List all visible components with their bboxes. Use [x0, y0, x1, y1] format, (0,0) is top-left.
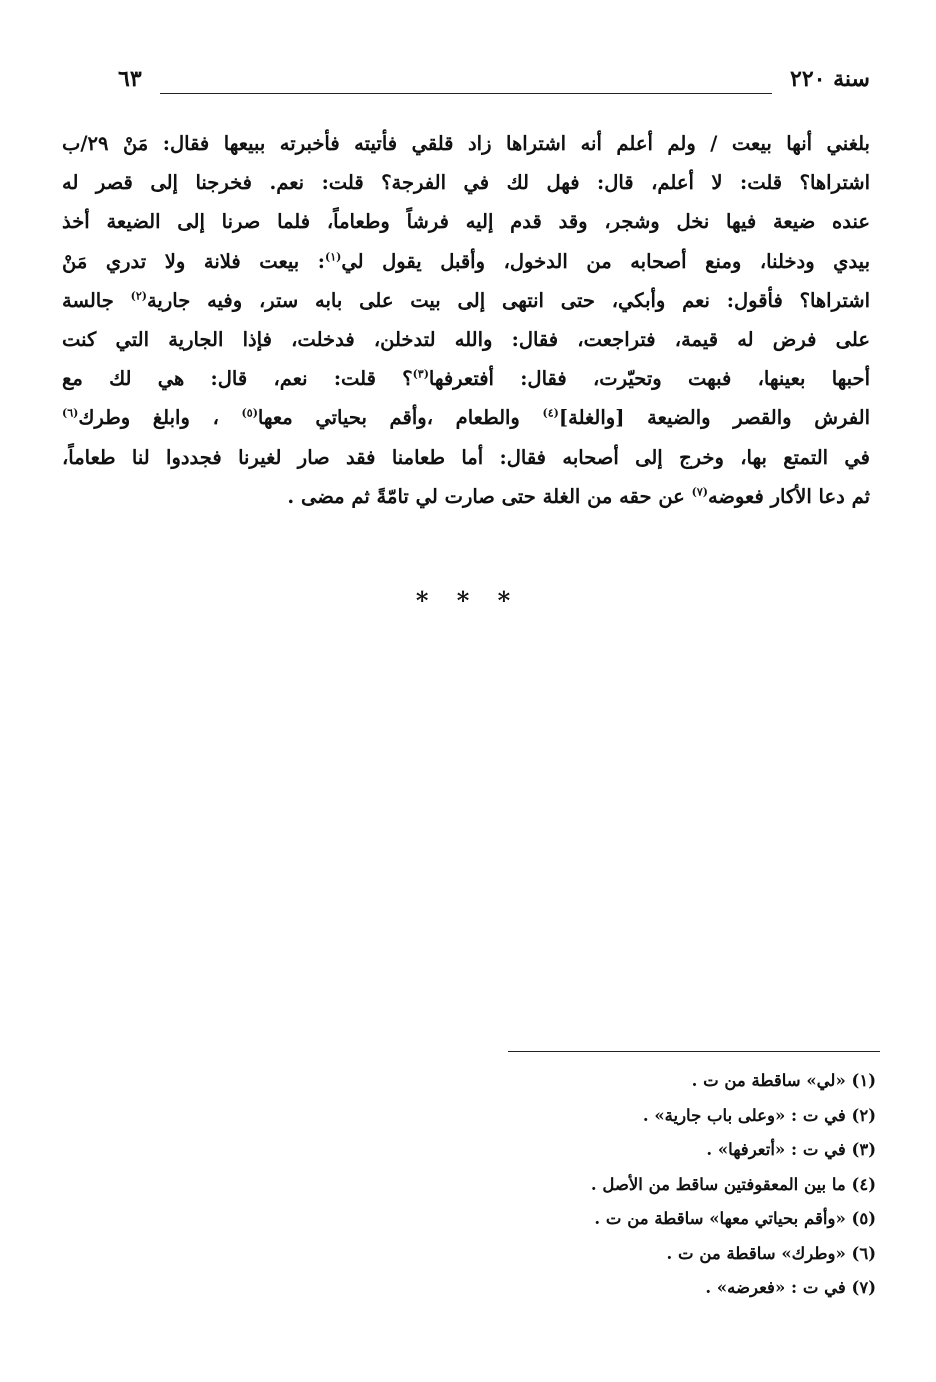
text-segment: ، وابلغ وطرك	[78, 406, 242, 430]
text-segment: والطعام ،وأقم بحياتي معها	[257, 406, 543, 430]
footnote-ref: (٣)	[412, 367, 429, 381]
footnote-ref: (٧)	[691, 485, 708, 499]
footnote-ref: (٦)	[62, 406, 79, 420]
text-segment: اشتراها؟ قلت: لا أعلم، قال: فهل لك في الفرجة؟ قلت: نعم. فخرجنا إلى قصر له	[62, 171, 870, 195]
footnote-ref: (٥)	[241, 406, 258, 420]
footnote-item: (٤) ما بين المعقوفتين ساقط من الأصل .	[590, 1174, 876, 1194]
footnote-item: (٧) في ت : «فعرضه» .	[705, 1278, 876, 1297]
text-line	[62, 242, 870, 281]
text-segment: بيدي ودخلنا، ومنع أصحابه من الدخول، وأقبل يقول لي	[341, 249, 870, 273]
text-segment: عن حقه من الغلة حتى صارت لي تامّةً ثم مضى .	[287, 484, 692, 508]
text-segment: على فرض له قيمة، فتراجعت، فقال: والله لتدخلن، فدخلت، فإذا الجارية التي كنت	[62, 328, 870, 352]
text-line	[62, 124, 870, 163]
footnote-item: (٥) «وأقم بحياتي معها» ساقطة من ت .	[594, 1209, 876, 1228]
text-line	[62, 477, 870, 516]
page-number: ٦٣	[118, 66, 142, 92]
text-segment: ثم دعا الأكار فعوضه	[707, 484, 870, 508]
footnote-ref: (٤)	[542, 406, 559, 420]
text-segment: بلغني أنها بيعت / ولم أعلم أنه اشتراها زاد قلقي فأتيته فأخبرته ببيعها فقال: مَنْ	[122, 132, 870, 155]
footnote-item: (٢) في ت : «وعلى باب جارية» .	[642, 1105, 876, 1125]
footnote-item: (٦) «وطرك» ساقطة من ت .	[666, 1243, 876, 1263]
text-segment: : بيعت فلانة ولا تدري مَنْ	[62, 249, 325, 273]
text-line	[62, 359, 870, 398]
main-text	[62, 124, 870, 516]
text-line	[62, 281, 870, 320]
page-header	[118, 66, 870, 106]
text-line	[62, 163, 870, 202]
text-segment: أحبها بعينها، فبهت وتحيّرت، فقال: أفتعرفها	[428, 367, 870, 391]
text-line	[62, 202, 870, 241]
footnote-ref: (٢)	[130, 289, 147, 303]
running-head: سنة ٢٢٠	[790, 66, 870, 92]
footnote-item: (١) «لي» ساقطة من ت .	[691, 1071, 876, 1090]
text-segment: في التمتع بها، وخرج إلى أصحابه فقال: أما طعامنا فقد صار لغيرنا فجددوا لنا طعاماً،	[62, 445, 870, 469]
text-line	[62, 320, 870, 359]
text-line	[62, 398, 870, 437]
text-segment: جالسة	[62, 288, 131, 312]
margin-folio-ref: ٢٩/ب	[62, 132, 109, 155]
footnote-item: (٣) في ت : «أتعرفها» .	[706, 1140, 876, 1159]
text-segment: عنده ضيعة فيها نخل وشجر، وقد قدم إليه فرشاً وطعاماً، فلما صرنا إلى الضيعة أخذ	[62, 210, 870, 234]
text-segment: الفرش والقصر والضيعة [والغلة]	[558, 406, 870, 430]
text-segment: اشتراها؟ فأقول: نعم وأبكي، حتى انتهى إلى بيت على بابه ستر، وفيه جارية	[146, 288, 870, 312]
header-rule	[160, 93, 772, 94]
footnote-ref: (١)	[324, 250, 342, 264]
footnote-rule	[508, 1051, 880, 1052]
footnotes	[276, 1064, 876, 1306]
section-separator: * * *	[415, 586, 521, 615]
text-segment: ؟ قلت: نعم، قال: هي لك مع	[62, 367, 413, 391]
text-line	[62, 438, 870, 477]
